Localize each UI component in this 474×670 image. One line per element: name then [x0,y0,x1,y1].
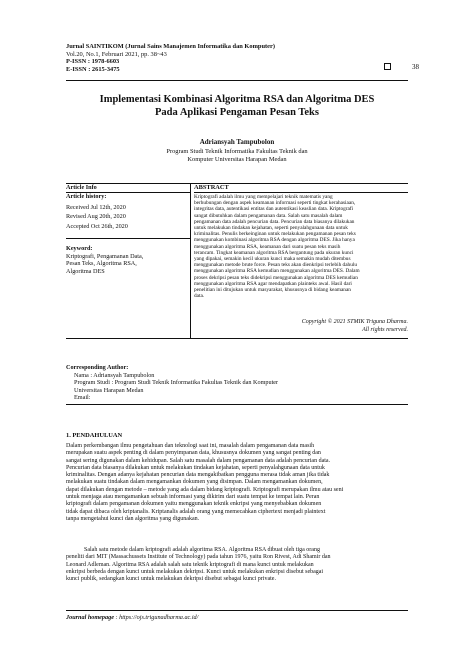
abstract-line: kriminalitas. Penulis berkeinginan untuk melakukan pengamanan pesan teks [194,231,356,238]
abstract-line: menggunakan algoritma RSA agar mendapatkan plainteks awal. Hasil dari [194,280,352,287]
corresponding-program: Program Studi : Program Studi Teknik Informatika Fakultas Teknik dan Komputer [74,379,279,387]
keywords-line: Algoritma DES [66,267,105,275]
abstract-line: penelitian ini ditujukan untuk masyarakat, khususnya di bidang keamanan [194,287,351,294]
body-line: enkripsi berbeda dengan kunci untuk melakukan dekripsi. Kunci untuk melakukan enkripsi disebut sebagai [66,568,324,575]
corresponding-author [66,364,278,402]
abstract-line: menggunakan metode brute force. Pesan teks akan dienkripsi terlebih dahulu [194,262,357,269]
abstract-line: berhubungan dengan aspek keamanan informasi seperti tingkat kerahasiaan, [194,200,356,207]
journal-header [66,43,275,73]
abstract-line: sangat dibutuhkan dalam pengamanan data. Salah satu masalah dalam [194,212,343,219]
corresponding-heading: Corresponding Author: [66,364,129,371]
journal-volume: Vol.20, No.1, Februari 2021, pp. 38~43 [66,50,167,58]
journal-name: Jurnal SAINTIKOM (Jurnal Sains Manajemen Informatika dan Komputer) [66,43,275,50]
body-line: kunci publik, sedangkan kunci untuk melakukan dekripsi disebut sebagai kunci private. [66,576,276,583]
article-history [66,193,190,230]
body-line: Dalam perkembangan ilmu pengetahuan dan teknologi saat ini, masalah dalam pengamanan data masih [66,443,315,449]
paper-title [66,93,408,119]
keywords-line: Kriptografi, Pengamanan Data, [66,252,144,260]
keywords-line: Pesan Teks, Algoritma RSA, [66,260,137,268]
page-number: 38 [412,63,419,71]
body-line: Leonard Adleman. Algoritma RSA adalah salah satu teknik kriptografi di mana kunci untuk melakukan [66,561,314,568]
keywords-divider [66,238,190,239]
column-divider [190,184,191,338]
abstract-line: pengamanan data adalah pencurian data. Pencurian data biasanya dilakukan [194,218,355,225]
homepage-label: Journal homepage [66,614,114,621]
body-line: merupakan suatu aspek penting di dalam penyimpanan data, khususnya dokumen yang sangat penting dan [66,450,321,457]
author-name: Adriansyah Tampubolon [199,138,275,146]
abstract-line: menggunakan algoritma RSA, keamanan dari suatu pesan teks masih [194,243,341,250]
section-paragraph-2 [66,547,408,583]
abstract-heading-wrap [194,184,408,192]
body-line: melakukan suatu tindakan dalam mengamankan dokumen yang disimpan. Dalam mengamankan dokumen, [66,479,323,486]
corresponding-divider [66,404,408,405]
abstract-line: proses dekripsi pesan teks didekripsi menggunakan algoritma DES kemudian [194,274,358,281]
history-heading: Article history: [66,193,107,200]
keywords [66,245,190,275]
affiliation-line-1: Program Studi Teknik Informatika Fakultas Teknik dan [166,148,308,155]
abstract-body [194,194,408,299]
body-line: kriptografi dalam pengamanan dokumen yaitu menggunakan teknik enkripsi yang menyebabkan dokumen [66,501,322,508]
abstract-line: yang dipakai, semakin kecil ukuran kunci maka semakin mudah ditembus [194,256,351,263]
abstract-line: terancam. Tingkat keamanan algoritma RSA bergantung pada ukuran kunci [194,249,354,256]
body-line: Salah satu metode dalam kriptografi adalah algoritma RSA. Algoritma RSA dibuat oleh tiga orang [84,547,320,553]
body-line: dapat dilakukan dengan metode – metode yang ada dalam bidang kriptografi. Kriptografi merupakan ilmu atau seni [66,486,344,493]
body-line: tanpa mengetahui kunci dan algoritma yang digunakan. [66,515,200,522]
corresponding-email: Email: [74,394,91,402]
section-paragraph-1 [66,443,408,523]
header-divider [66,80,408,81]
accepted-date: Accepted Oct 26th, 2020 [66,222,128,230]
revised-date: Revised Aug 20th, 2020 [66,213,126,221]
abstract-heading: ABSTRACT [194,184,229,191]
affiliation [66,148,408,164]
section-heading: 1. PENDAHULUAN [66,432,123,439]
title-line-1: Implementasi Kombinasi Algoritma RSA dan Algoritma DES [99,94,375,105]
received-date: Received Jul 12th, 2020 [66,203,126,211]
homepage-url[interactable]: : https://ojs.trigunadharma.ac.id/ [115,614,199,621]
keywords-heading: Keyword: [66,245,93,252]
journal-homepage [66,614,198,621]
abstract-line: data. [194,293,205,300]
abstract-line: menggunakan algoritma RSA kemudian menggunakan algoritma DES. Dalam [194,268,360,275]
title-line-2: Pada Aplikasi Pengaman Pesan Teks [155,107,319,118]
footer-divider [66,610,408,611]
rights-text: All rights reserved. [362,327,408,333]
article-info [66,184,190,192]
body-line: tidak dapat dibaca oleh kriptanalis. Kriptanalis adalah orang yang memecahkan ciphertext menjadi plaintext [66,508,326,515]
abstract-divider [194,192,408,193]
copyright-block [194,318,408,334]
square-icon [384,63,391,70]
info-bottom-divider [66,338,408,339]
abstract-line: Kriptografi adalah ilmu yang mempelajari teknik matematis yang [194,194,333,200]
corresponding-university: Universitas Harapan Medan [74,386,144,394]
body-line: sangat sering digunakan dalam kehidupan. Salah satu masalah dalam pengamanan data adalah pencurian data. [66,457,331,464]
corresponding-name: Nama : Adriansyah Tampubolon [74,371,155,379]
article-info-heading: Article Info [66,184,97,191]
journal-pissn: P-ISSN : 1978-6603 [66,58,120,66]
body-line: Pencurian data biasanya dilakukan untuk melakukan tindakan kejahatan, seperti penyalahgunaan data untuk [66,464,325,471]
abstract-line: untuk melakukan tindakan kejahatan, seperti penyalahgunaan data untuk [194,225,348,232]
body-line: peneliti dari MIT (Massachussets Institute of Technology) pada tahun 1976, yaitu Ron Rivest, Adi Shamir dan [66,554,331,561]
affiliation-line-2: Komputer Universitas Harapan Medan [187,156,287,163]
body-line: kriminalitas. Dengan adanya kejahatan pencurian data mengakibatkan pengguna merasa tidak aman jika tidak [66,472,330,479]
copyright-text: Copyright © 2021 STMIK Triguna Dharma. [301,319,408,325]
journal-eissn: E-ISSN : 2615-3475 [66,65,120,73]
abstract-line: menggunakan kombinasi algoritma RSA dengan algoritma DES. Jika hanya [194,237,355,244]
abstract-line: integritas data, autentikasi entitas dan autentikasi keaslian data. Kriptografi [194,206,354,213]
body-line: untuk menjaga atau mengamankan sebuah informasi yang dikirim dari suatu tempat ke tempat lain. Peran [66,494,320,501]
